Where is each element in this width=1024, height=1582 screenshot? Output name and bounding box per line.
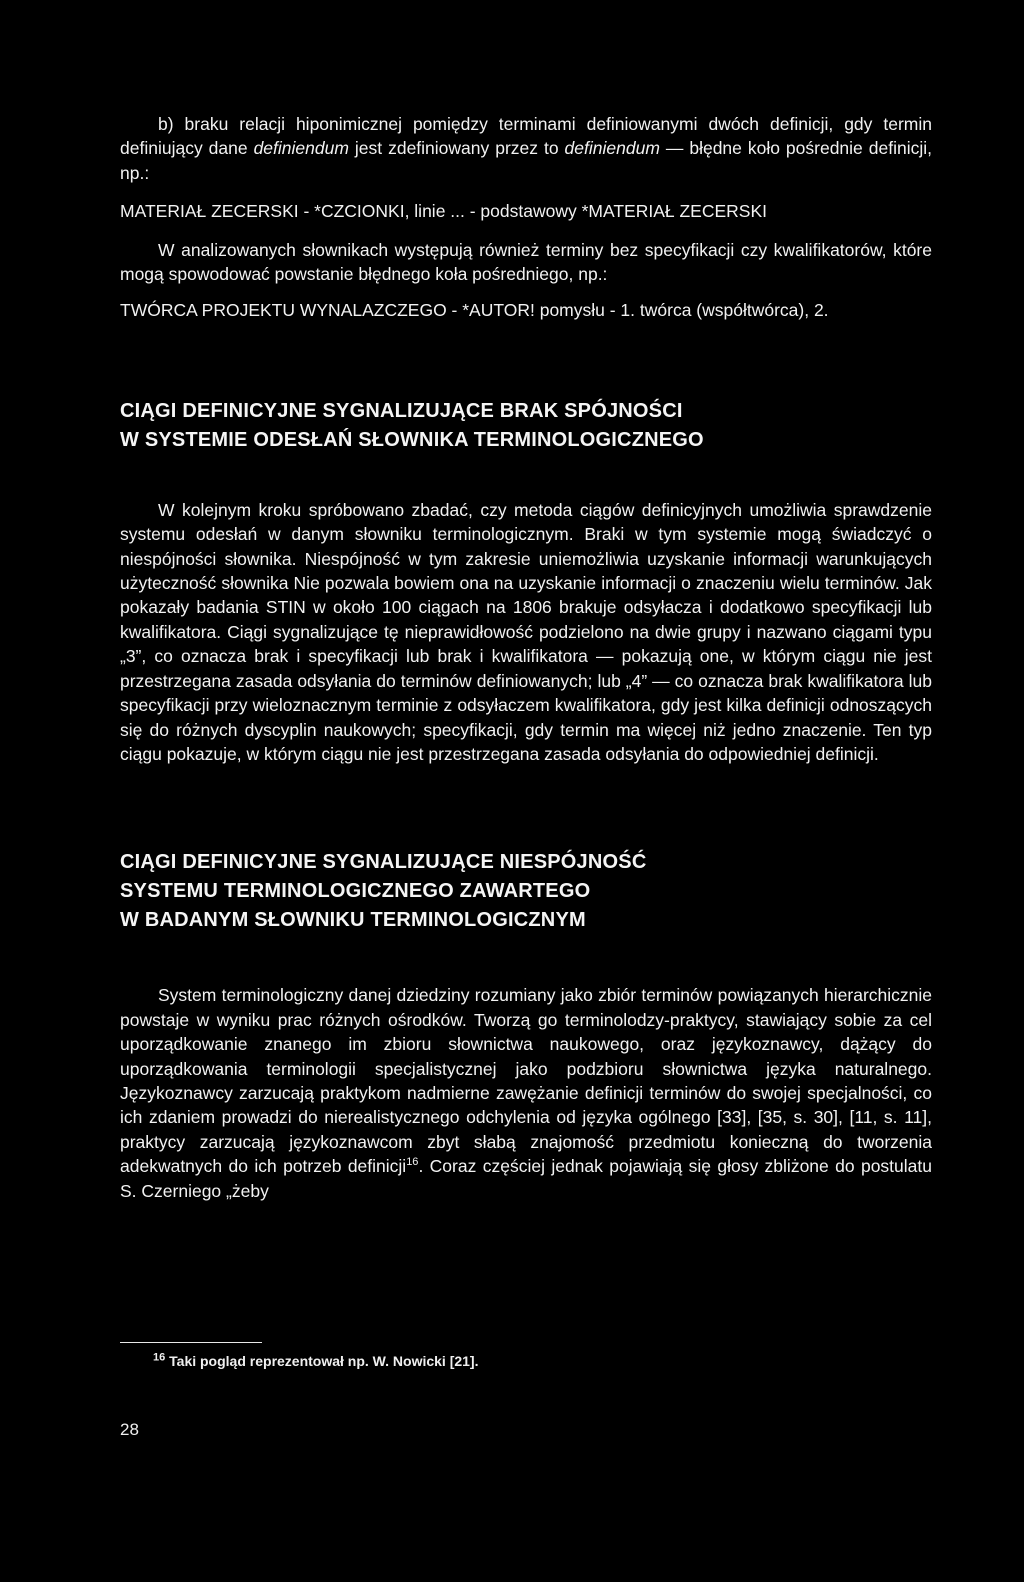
section-2-body [120, 983, 932, 1203]
heading-line: W SYSTEMIE ODESŁAŃ SŁOWNIKA TERMINOLOGICZNEGO [120, 428, 704, 451]
document-page [120, 112, 932, 1203]
italic-term: definiendum [564, 138, 660, 159]
paragraph-2: W analizowanych słownikach występują również terminy bez specyfikacji czy kwalifikatorów, które mogą spowodować powstanie błędnego koła pośredniego, np.: [120, 239, 932, 285]
text-run: jest zdefiniowany przez to [348, 138, 565, 159]
text-run: . Coraz częściej jednak pojawiają się głosy zbliżone do postulatu S. Czerniego „żeby [120, 1156, 932, 1201]
footnote-separator [120, 1342, 262, 1343]
heading-line: CIĄGI DEFINICYJNE SYGNALIZUJĄCE BRAK SPÓJNOŚCI [120, 399, 683, 422]
section-1-body: W kolejnym kroku spróbowano zbadać, czy metoda ciągów definicyjnych umożliwia sprawdzenie systemu odesłań w danym słowniku terminologicznym. Braki w tym systemie mogą świadczyć o niespójności słownika. Niespójność w tym zakresie uniemożliwia uzyskanie informacji warunkujących użyteczność słownika Nie pozwala bowiem ona na uzyskanie informacji o znaczeniu wielu terminów. Jak pokazały badania STIN w około 100 ciągach na 1806 brakuje odsyłacza i dodatkowo specyfikacji lub kwalifikatora. Ciągi sygnalizujące tę nieprawidłowość podzielono na dwie grupy i nazwano ciągami typu „3”, co oznacza brak i specyfikacji lub brak i kwalifikatora — pokazują one, w którym ciągu nie jest przestrzegana zasada odsyłania do terminów definiowanych; lub „4” — co oznacza brak kwalifikatora lub specyfikacji przy wieloznacznym terminie z odsyłaczem kwalifikatora, gdy jest kilka definicji odnoszących się do różnych dyscyplin naukowych; specyfikacji, gdy termin ma więcej niż jedno znaczenie. Ten typ ciągu pokazuje, w którym ciągu nie jest przestrzegana zasada odsyłania do odpowiedniej definicji. [120, 499, 932, 764]
example-entry-1: MATERIAŁ ZECERSKI - *CZCIONKI, linie ... - podstawowy *MATERIAŁ ZECERSKI [120, 201, 767, 222]
example-entry-2: TWÓRCA PROJEKTU WYNALAZCZEGO - *AUTOR! pomysłu - 1. twórca (współtwórca), 2. [120, 300, 829, 321]
paragraph-b [120, 112, 932, 185]
text-run: — błędne koło pośrednie definicji, np.: [120, 138, 932, 183]
footnote-text: Taki pogląd reprezentował np. W. Nowicki [21]. [165, 1353, 479, 1369]
footnote-reference: 16 [406, 1156, 419, 1169]
text-run: b) braku relacji hiponimicznej pomiędzy terminami definiowanymi dwóch definicji, gdy termin definiujący dane [120, 114, 932, 159]
text-run: System terminologiczny danej dziedziny rozumiany jako zbiór terminów powiązanych hierarchicznie powstaje w wyniku prac różnych ośrodków. Tworzą go terminolodzy-praktycy, stawiający sobie za cel uporządkowanie znanego im zbioru słownictwa naukowego, oraz językoznawcy, dążący do uporządkowania terminologii specjalistycznej jako podzbioru słownictwa języka naturalnego. Językoznawcy zarzucają praktykom nadmierne zawężanie definicji terminów do swojej specjalności, co ich zdaniem prowadzi do nierealistycznego odchylenia od języka ogólnego [33], [35, s. 30], [11, s. 11], praktycy zarzucają językoznawcom zbyt słabą znajomość przedmiotu konieczną do tworzenia adekwatnych do ich potrzeb definicji [120, 985, 932, 1177]
footnote [153, 1352, 479, 1370]
heading-line: CIĄGI DEFINICYJNE SYGNALIZUJĄCE NIESPÓJNOŚĆ [120, 851, 647, 874]
page-number: 28 [120, 1420, 139, 1439]
heading-line: W BADANYM SŁOWNIKU TERMINOLOGICZNYM [120, 909, 586, 932]
heading-line: SYSTEMU TERMINOLOGICZNEGO ZAWARTEGO [120, 880, 591, 903]
section-heading-2 [120, 848, 932, 935]
footnote-number: 16 [153, 1351, 166, 1364]
section-heading-1 [120, 397, 932, 455]
italic-term: definiendum [253, 138, 349, 159]
